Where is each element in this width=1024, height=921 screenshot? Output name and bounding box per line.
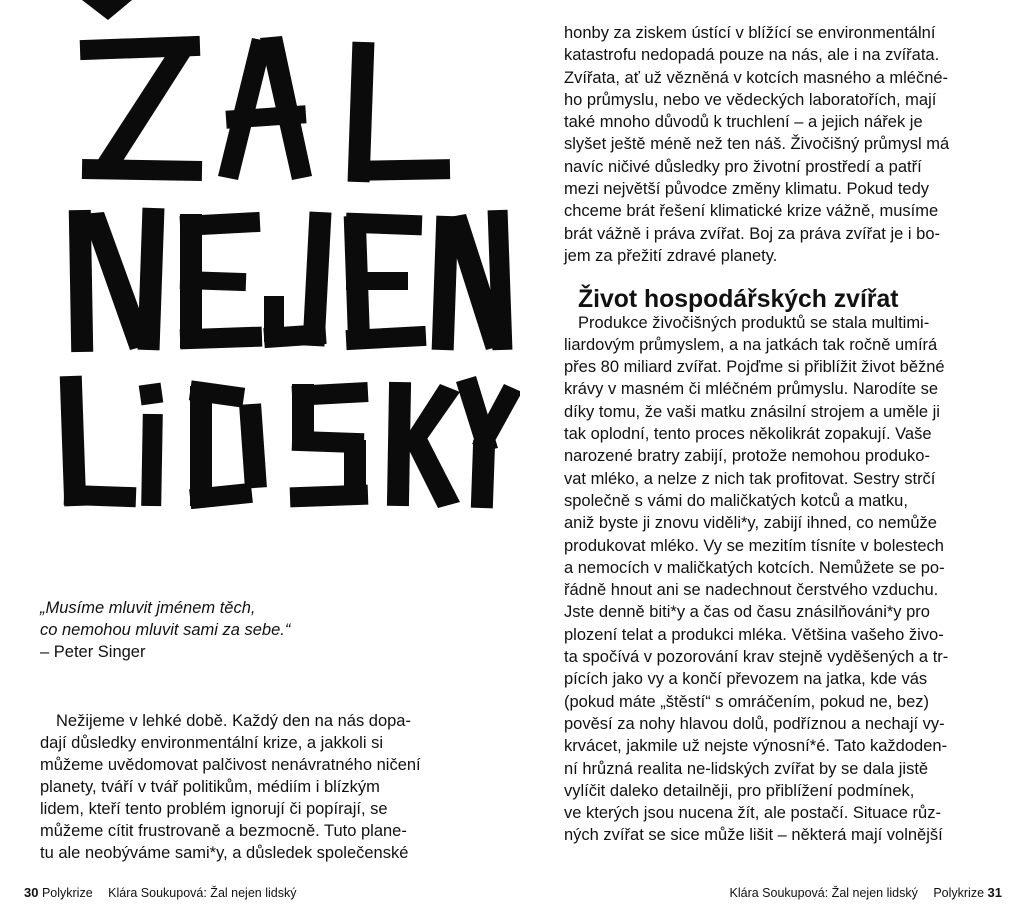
quote-line: „Musíme mluvit jménem těch, — [40, 599, 256, 617]
body-line: slyšet ještě méně než ten náš. Živočišný průmysl má — [564, 135, 950, 154]
article-title-graphic — [20, 0, 520, 520]
magazine-name: Polykrize — [41, 886, 93, 900]
title-letter-Y-stem — [471, 440, 495, 509]
title-letter-N-right — [138, 208, 165, 351]
right-body-text — [564, 22, 1000, 847]
body-line: jem za přežití zdravé planety. — [564, 246, 778, 265]
body-line: katastrofu nedopadá pouze na nás, ale i na zvířata. — [564, 46, 940, 65]
left-page-footer — [24, 885, 296, 901]
left-body-text — [40, 710, 464, 864]
body-line: můžeme cítit frustrovaně a bezmocně. Tuto plane- — [40, 822, 407, 840]
body-line: tak oplodní, tento proces několikrát zopakují. Vaše — [564, 425, 932, 444]
body-line: ho průmyslu, nebo ve vědeckých laboratořích, mají — [564, 90, 937, 109]
title-letter-D-right — [239, 403, 267, 488]
body-line: Produkce živočišných produktů se stala multimi- — [578, 313, 930, 332]
body-line: Zvířata, ať už vězněná v kotcích masného a mléčné- — [564, 68, 949, 87]
body-line: ní hrůzná realita ne-lidských zvířat by se dala jistě — [564, 759, 929, 778]
body-line: navíc ničivé důsledky pro životní prostředí a patří — [564, 157, 922, 176]
body-line: Nežijeme v lehké době. Každý den na nás dopa- — [56, 712, 411, 730]
title-letter-L-foot — [350, 159, 450, 181]
body-line: vylíčit daleko detailněji, pro přiblížení podmínek, — [564, 781, 915, 800]
body-line: dají důsledky environmentální krize, a jakkoli si — [40, 734, 383, 752]
body-line: společně s vámi do maličkatých kotců a matku, — [564, 491, 908, 510]
tape-lettering-svg — [20, 0, 520, 520]
body-line: lidem, kteří tento problém ignorují či popírají, se — [40, 800, 388, 818]
body-line: a nemocích v maličkatých kotcích. Nemůžete se po- — [564, 558, 945, 577]
body-line: přes 80 miliard zvířat. Pojďme si přiblížit život běžné — [564, 358, 945, 377]
body-line: planety, tváří v tvář politikům, médiím i blízkým — [40, 778, 380, 796]
body-line: také mnoho důvodů k truchlení – a jejich nářek je — [564, 113, 923, 132]
title-letter-J-hook — [264, 296, 284, 342]
body-line: vat mléko, a nelze z nich tak profitovat. Sestry strčí — [564, 469, 936, 488]
title-letter-E2-bottom — [346, 326, 427, 350]
title-letter-Z-diagonal — [90, 52, 190, 178]
page-number: 31 — [987, 885, 1002, 900]
body-line: krávy v masném či mléčném průmyslu. Narodíte se — [564, 380, 939, 399]
magazine-name: Polykrize — [933, 886, 985, 900]
title-letter-K-leg — [404, 432, 460, 508]
body-line: pověsí za nohy hlavou dolů, podříznou a nechají vy- — [564, 714, 945, 733]
body-line: ta spočívá v pozorování krav stejně vyděšených a tr- — [564, 648, 949, 667]
body-line: můžeme uvědomovat palčivost nenávratného ničení — [40, 756, 421, 774]
title-letter-Z-bottom — [82, 159, 202, 181]
title-letter-E2-top — [346, 213, 423, 236]
page-number: 30 — [24, 885, 39, 900]
title-letter-E-top — [180, 212, 261, 236]
title-letter-S-bottom — [290, 485, 369, 508]
quote-line: co nemohou mluvit sami za sebe.“ — [40, 621, 291, 639]
article-credit: Klára Soukupová: Žal nejen lidský — [108, 886, 297, 900]
title-letter-L2-foot — [64, 485, 137, 508]
body-line: plození telat a produkci mléka. Většina vašeho živo- — [564, 625, 944, 644]
body-line: pících jako vy a končí převozem na jatka, kde vás — [564, 670, 928, 689]
body-line: mezi největší původce změny klimatu. Pokud tedy — [564, 180, 930, 199]
body-line: chceme brát řešení klimatické krize vážně, musíme — [564, 202, 939, 221]
body-line: ných zvířat se sice může lišit – některá mají volnější — [564, 826, 943, 845]
body-line: krvácet, jakmile už nejste výnosní*é. Tato každoden- — [564, 737, 948, 756]
title-letter-I-stem — [141, 414, 163, 506]
body-line: narozené bratry zabijí, protože nemohou produko- — [564, 447, 930, 466]
epigraph-quote — [40, 597, 460, 663]
body-line: brát vážně i práva zvířat. Boj za práva zvířat je i bo- — [564, 224, 940, 243]
section-heading: Život hospodářských zvířat — [578, 286, 899, 314]
title-caron — [82, 0, 132, 20]
quote-author: – Peter Singer — [40, 643, 146, 661]
title-letter-E-mid — [180, 271, 247, 291]
body-line: díky tomu, že vaši matku znásilní strojem a uměle ji — [564, 402, 940, 421]
body-line: řádně hnout ani se nadechnout čerstvého vzduchu. — [564, 581, 939, 600]
right-page-footer — [730, 885, 1002, 901]
title-letter-E-bottom — [180, 327, 263, 350]
body-line: (pokud máte „štěstí“ s omráčením, pokud ne, bez) — [564, 692, 929, 711]
body-line: aniž byste ji znovu viděli*y, zabijí ihned, co nemůže — [564, 514, 937, 533]
body-line: tu ale neobýváme sami*y, a důsledek společenské — [40, 844, 409, 862]
body-line: liardovým průmyslem, a na jatkách tak ročně umírá — [564, 335, 938, 354]
title-letter-E2-mid — [346, 272, 408, 290]
article-credit: Klára Soukupová: Žal nejen lidský — [729, 886, 918, 900]
title-letter-I-dot — [139, 383, 164, 406]
body-line: honby za ziskem ústící v blížící se environmentální — [564, 24, 936, 42]
body-line: produkovat mléko. Vy se mezitím tísníte v bolestech — [564, 536, 944, 555]
body-line: Jste denně biti*y a čas od času znásilňováni*y pro — [564, 603, 930, 622]
body-line: ve kterých jsou nucena žít, ale postačí. Situace růz- — [564, 804, 941, 823]
